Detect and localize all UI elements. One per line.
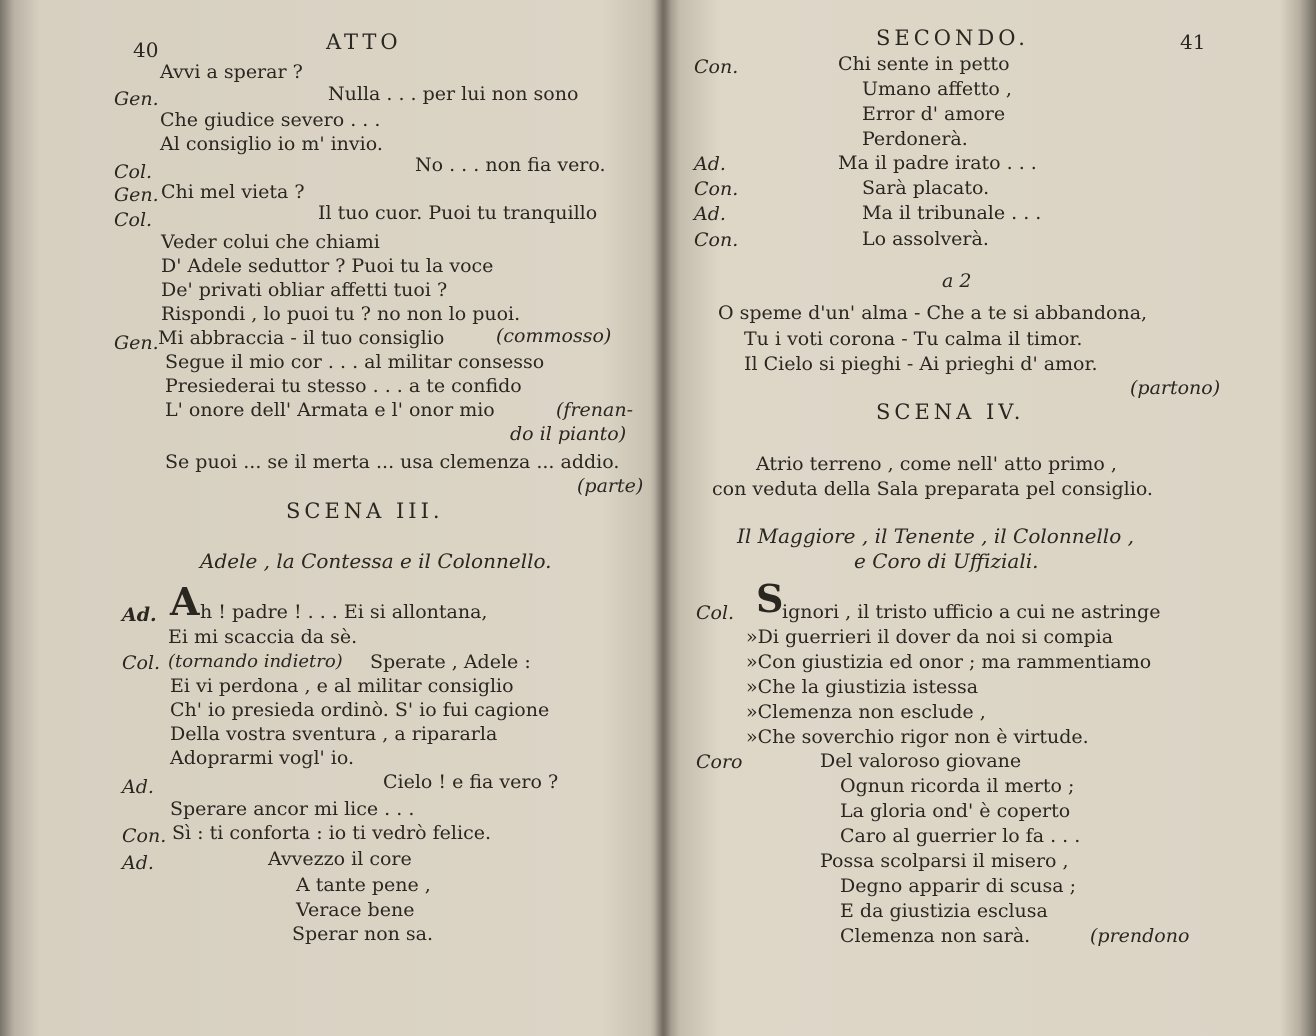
speaker-label: Coro <box>696 751 743 773</box>
line-text: Mi abbraccia - il tuo consiglio <box>158 327 445 349</box>
line-text: Lo assolverà. <box>862 228 989 250</box>
scene-heading: SCENA IV. <box>876 400 1025 424</box>
speaker-label: Ad. <box>122 852 154 874</box>
stage-direction: (partono) <box>1130 377 1221 399</box>
line-text: No . . . non fia vero. <box>415 154 606 176</box>
chorus-line: La gloria ond' è coperto <box>840 800 1071 822</box>
speaker-label: Con. <box>694 178 739 200</box>
ensemble-label: a 2 <box>942 270 972 292</box>
line-text: Sì : ti conforta : io ti vedrò felice. <box>172 822 492 844</box>
line-text: h ! padre ! . . . Ei si allontana, <box>200 601 488 623</box>
scene-setting: con veduta della Sala preparata pel consiglio. <box>712 478 1153 500</box>
line-text: ignori , il tristo ufficio a cui ne astringe <box>782 601 1161 623</box>
line-text: »Che la giustizia istessa <box>746 676 979 698</box>
stage-direction: (commosso) <box>496 325 612 347</box>
line-text: Chi mel vieta ? <box>161 181 305 203</box>
page-number: 41 <box>1180 30 1206 54</box>
line-text: »Clemenza non esclude , <box>746 701 986 723</box>
line-text: Della vostra sventura , a ripararla <box>170 723 498 745</box>
running-head: ATTO <box>326 30 402 54</box>
scene-characters: e Coro di Uffiziali. <box>854 549 1039 573</box>
speaker-label: Ad. <box>694 153 726 175</box>
line-text: Verace bene <box>296 899 415 921</box>
line-text: Avvezzo il core <box>268 848 412 870</box>
scene-characters: Adele , la Contessa e il Colonnello. <box>200 549 552 573</box>
line-text: Segue il mio cor . . . al militar consesso <box>165 351 545 373</box>
drop-capital: A <box>170 579 200 624</box>
speaker-label: Col. <box>696 602 735 624</box>
line-text: Perdonerà. <box>862 128 968 150</box>
line-text: Sperate , Adele : <box>370 651 531 673</box>
line-text: A tante pene , <box>296 874 431 896</box>
line-text: Ch' io presieda ordinò. S' io fui cagione <box>170 699 550 721</box>
page-number: 40 <box>133 38 159 62</box>
line-text: »Che soverchio rigor non è virtude. <box>746 726 1089 748</box>
speaker-label: Con. <box>694 229 739 251</box>
line-text: Sarà placato. <box>862 177 990 199</box>
line-text: L' onore dell' Armata e l' onor mio <box>165 399 495 421</box>
speaker-label: Col. <box>122 652 161 674</box>
line-text: Avvi a sperar ? <box>160 61 303 83</box>
line-text: Error d' amore <box>862 103 1006 125</box>
speaker-label: Ad. <box>122 604 157 626</box>
line-text: Ei vi perdona , e al militar consiglio <box>170 675 514 697</box>
chorus-line: Degno apparir di scusa ; <box>840 875 1077 897</box>
line-text: Ei mi scaccia da sè. <box>168 626 358 648</box>
chorus-line: Clemenza non sarà. <box>840 925 1031 947</box>
line-text: Sperar non sa. <box>292 923 434 945</box>
scene-heading: SCENA III. <box>286 499 444 523</box>
line-text: Nulla . . . per lui non sono <box>328 83 579 105</box>
running-head: SECONDO. <box>876 26 1029 50</box>
line-text: Sperare ancor mi lice . . . <box>170 798 415 820</box>
line-text: Cielo ! e fia vero ? <box>383 771 559 793</box>
line-text: Rispondi , lo puoi tu ? no non lo puoi. <box>161 303 521 325</box>
line-text: De' privati obliar affetti tuoi ? <box>161 279 448 301</box>
line-text: Chi sente in petto <box>838 53 1010 75</box>
line-text: Presiederai tu stesso . . . a te confido <box>165 375 522 397</box>
line-text: »Di guerrieri il dover da noi si compia <box>746 626 1114 648</box>
chorus-line: Caro al guerrier lo fa . . . <box>840 825 1081 847</box>
line-text: Adoprarmi vogl' io. <box>170 747 355 769</box>
speaker-label: Gen. <box>114 332 159 354</box>
line-text: Ma il padre irato . . . <box>838 152 1037 174</box>
stage-direction: (parte) <box>577 475 644 497</box>
ensemble-line: Tu i voti corona - Tu calma il timor. <box>744 328 1083 350</box>
stage-direction: (tornando indietro) <box>168 651 343 672</box>
line-text: Ma il tribunale . . . <box>862 202 1042 224</box>
chorus-line: Possa scolparsi il misero , <box>820 850 1069 872</box>
speaker-label: Ad. <box>694 203 726 225</box>
chorus-line: Del valoroso giovane <box>820 750 1022 772</box>
stage-direction: (prendono <box>1090 925 1190 947</box>
line-text: »Con giustizia ed onor ; ma rammentiamo <box>746 651 1152 673</box>
line-text: Che giudice severo . . . <box>160 109 381 131</box>
drop-capital: S <box>756 576 784 621</box>
speaker-label: Gen. <box>114 88 159 110</box>
scene-characters: Il Maggiore , il Tenente , il Colonnello , <box>737 524 1134 548</box>
line-text: Il tuo cuor. Puoi tu tranquillo <box>318 202 598 224</box>
stage-direction: (frenan- <box>556 399 633 421</box>
line-text: Al consiglio io m' invio. <box>160 133 383 155</box>
chorus-line: Ognun ricorda il merto ; <box>840 775 1075 797</box>
chorus-line: E da giustizia esclusa <box>840 900 1048 922</box>
line-text: Se puoi ... se il merta ... usa clemenza ... addio. <box>165 451 620 473</box>
speaker-label: Col. <box>114 209 153 231</box>
scene-setting: Atrio terreno , come nell' atto primo , <box>756 453 1117 475</box>
speaker-label: Gen. <box>114 184 159 206</box>
stage-direction: do il pianto) <box>510 423 627 445</box>
line-text: Veder colui che chiami <box>161 231 380 253</box>
speaker-label: Con. <box>694 56 739 78</box>
ensemble-line: Il Cielo si pieghi - Ai prieghi d' amor. <box>744 353 1098 375</box>
speaker-label: Ad. <box>122 776 154 798</box>
speaker-label: Col. <box>114 161 153 183</box>
ensemble-line: O speme d'un' alma - Che a te si abbandona, <box>718 302 1148 324</box>
speaker-label: Con. <box>122 825 167 847</box>
line-text: D' Adele seduttor ? Puoi tu la voce <box>161 255 494 277</box>
right-page <box>668 0 1316 1036</box>
line-text: Umano affetto , <box>862 78 1012 100</box>
